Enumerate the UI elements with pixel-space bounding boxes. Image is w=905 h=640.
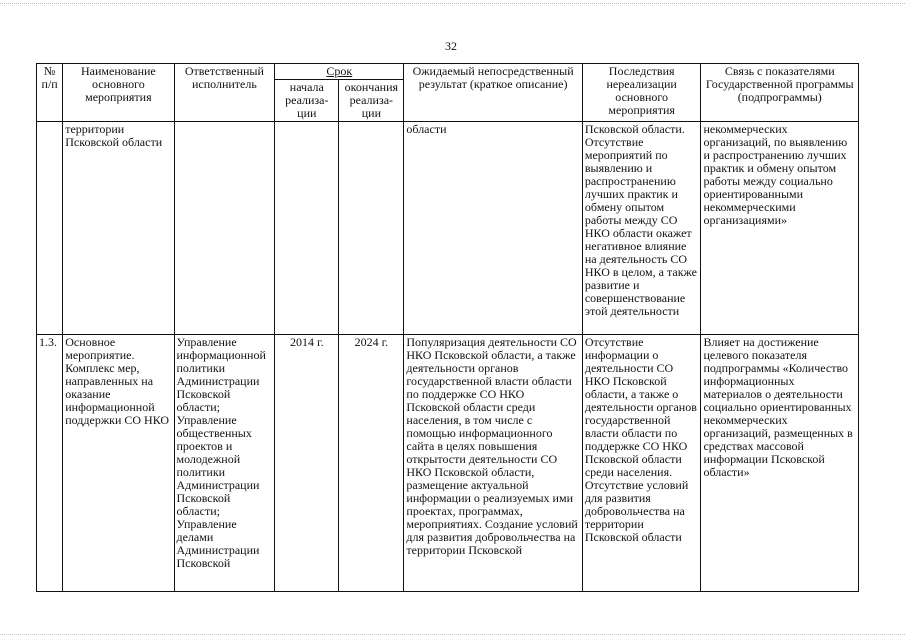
page-number: 32 (445, 39, 457, 53)
header-consequences: Последствия нереализации основного мероприятия (582, 64, 701, 122)
executor-part: Управление делами Администрации Псковской (176, 517, 260, 570)
cell-executor (174, 335, 275, 592)
cell-num (37, 122, 63, 335)
cell-link: Влияет на достижение целевого показателя подпрограммы «Количество информационных материалов о деятельности социально ориентированных некоммерческих организаций, размещенных в средствах массовой информации Псковской области» (701, 335, 859, 592)
cell-num: 1.3. (37, 335, 63, 592)
measures-table (36, 63, 859, 592)
cell-name: Основное мероприятие. Комплекс мер, направленных на оказание информационной поддержки СО НКО (63, 335, 174, 592)
header-name: Наименование основного мероприятия (63, 64, 174, 122)
header-num: № п/п (37, 64, 63, 122)
cell-start: 2014 г. (275, 335, 339, 592)
header-link: Связь с показателями Государственной программы (подпрограммы) (701, 64, 859, 122)
header-term (275, 64, 404, 80)
cell-link: некоммерческих организаций, по выявлению и распространению лучших практик и обмену опытом работы между социально ориентированными некоммерческими организациями» (701, 122, 859, 335)
header-executor: Ответственный исполнитель (174, 64, 275, 122)
header-row (37, 64, 859, 80)
cell-end: 2024 г. (339, 335, 404, 592)
cell-expected: Популяризация деятельности СО НКО Псковской области, а также деятельности органов государственной власти области по поддержке СО НКО Псковской области среди населения, в том числе с помощью информационного сайта в целях повышения открытости деятельности СО НКО Псковской области, размещение актуальной информации о реализуемых ими проектах, программах, мероприятиях. Создание условий для развития добровольчества на территории Псковской (404, 335, 582, 592)
table-row (37, 335, 859, 592)
cell-expected: области (404, 122, 582, 335)
cell-end (339, 122, 404, 335)
executor-part: Управление информационной политики Администрации Псковской области; (176, 335, 266, 414)
header-term-start: начала реализа-ции (275, 80, 339, 122)
header-term-end: окончания реализа-ции (339, 80, 404, 122)
cell-executor (174, 122, 275, 335)
cell-consequences (582, 335, 701, 592)
scan-edge-top (0, 3, 905, 5)
table-row (37, 122, 859, 335)
scan-edge-bottom (0, 634, 905, 636)
header-expected: Ожидаемый непосредственный результат (краткое описание) (404, 64, 582, 122)
cell-consequences: Псковской области. Отсутствие мероприятий по выявлению и распространению лучших практик и обмену опытом работы между СО НКО области окажет негативное влияние на деятельность СО НКО в целом, а также развитие и совершенствование этой деятельности (582, 122, 701, 335)
header-term-label: Срок (326, 64, 353, 78)
cell-start (275, 122, 339, 335)
cell-name: территории Псковской области (63, 122, 174, 335)
consequences-part: Отсутствие информации о деятельности СО НКО Псковской области, а также о деятельности органов государственной власти области по поддержке СО НКО Псковской области среди населения. (584, 335, 697, 479)
executor-part: Управление общественных проектов и молодежной политики Администрации Псковской области; (176, 413, 260, 518)
consequences-part: Отсутствие условий для развития добровольчества на территории Псковской области (584, 478, 689, 544)
